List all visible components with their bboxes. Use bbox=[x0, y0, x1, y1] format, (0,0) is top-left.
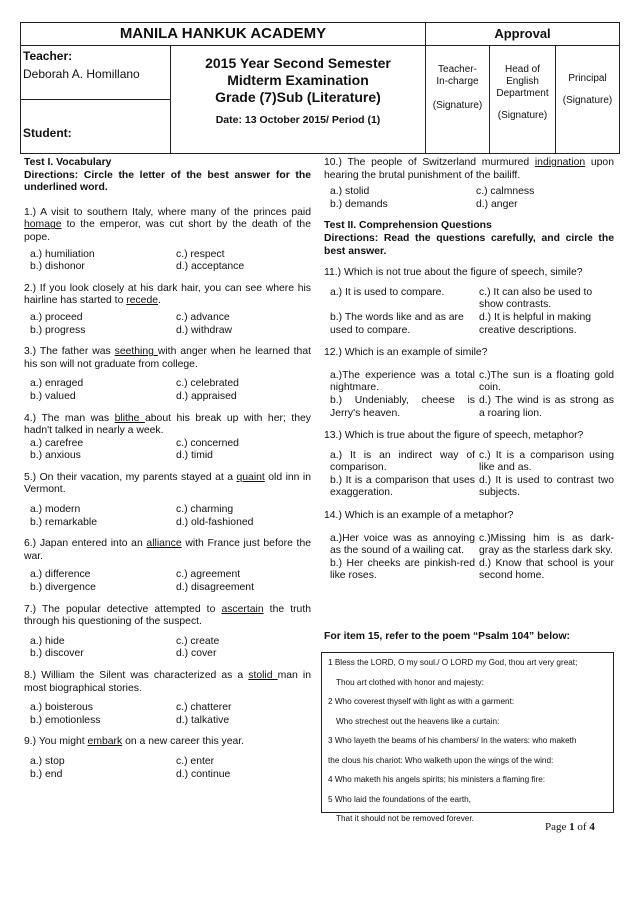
option[interactable]: c.) calmness bbox=[476, 186, 535, 198]
option[interactable]: b.) anxious bbox=[30, 450, 81, 462]
option[interactable]: d.) The wind is as strong as a roaring lion. bbox=[479, 394, 614, 419]
teacher-label: Teacher: bbox=[23, 49, 73, 63]
test2-directions: Directions: Read the questions carefully, and circle the best answer. bbox=[324, 232, 614, 257]
principal-signature: (Signature) bbox=[562, 95, 613, 106]
option[interactable]: d.) Know that school is your second home. bbox=[479, 557, 614, 582]
option[interactable]: a.) proceed bbox=[30, 311, 83, 323]
option[interactable]: d.) withdraw bbox=[176, 324, 233, 336]
right-column bbox=[324, 157, 614, 583]
question-4: 4.) The man was blithe about his break up with her; they hadn't talked in nearly a week. bbox=[24, 412, 311, 437]
option[interactable]: d.) old-fashioned bbox=[176, 516, 254, 528]
option[interactable]: c.) enter bbox=[176, 755, 215, 767]
option[interactable]: c.)Missing him is as dark-gray as the starless dark sky. bbox=[479, 532, 614, 557]
question-10-options bbox=[330, 186, 614, 211]
exam-semester: 2015 Year Second Semester bbox=[205, 55, 391, 71]
approval-heading: Approval bbox=[426, 23, 620, 46]
poem-line: 2 Who coverest thyself with light as with a garment: bbox=[328, 697, 515, 706]
question-12: 12.) Which is an example of simile? bbox=[324, 347, 488, 359]
option[interactable]: b.) discover bbox=[30, 648, 84, 660]
exam-grade-subject: Grade (7)Sub (Literature) bbox=[215, 89, 381, 105]
question-9: 9.) You might embark on a new career this year. bbox=[24, 736, 245, 748]
option[interactable]: c.) concerned bbox=[176, 437, 239, 449]
question-11-options bbox=[330, 287, 614, 337]
question-2-options bbox=[30, 312, 311, 337]
poem-line: 5 Who laid the foundations of the earth, bbox=[328, 794, 471, 804]
option[interactable]: b.) It is a comparison that uses exaggeration. bbox=[330, 474, 475, 499]
poem-line: 1 Bless the LORD, O my soul./ O LORD my God, thou art very great; bbox=[328, 658, 578, 667]
option[interactable]: a.) hide bbox=[30, 635, 65, 647]
option[interactable]: a.) carefree bbox=[30, 437, 84, 449]
option[interactable]: a.) difference bbox=[30, 569, 91, 581]
option[interactable]: b.) emotionless bbox=[30, 714, 101, 726]
question-7-options bbox=[30, 636, 311, 661]
option[interactable]: a.)The experience was a total nightmare. bbox=[330, 369, 475, 394]
student-label: Student: bbox=[23, 126, 72, 140]
option[interactable]: a.) humiliation bbox=[30, 248, 95, 260]
teacher-signature: (Signature) bbox=[432, 100, 483, 111]
question-7: 7.) The popular detective attempted to ascertain the truth through his questioning of the suspect. bbox=[24, 603, 311, 628]
option[interactable]: d.) timid bbox=[176, 450, 213, 462]
question-14: 14.) Which is an example of a metaphor? bbox=[324, 510, 514, 522]
poem-line: Thou art clothed with honor and majesty: bbox=[336, 677, 484, 687]
option[interactable]: a.) modern bbox=[30, 504, 81, 516]
option[interactable]: b.) valued bbox=[30, 390, 76, 402]
option[interactable]: c.) advance bbox=[176, 311, 230, 323]
test1-title: Test I. Vocabulary bbox=[24, 157, 112, 168]
item-15-instruction: For item 15, refer to the poem “Psalm 104” below: bbox=[324, 631, 570, 642]
question-6-options bbox=[30, 569, 311, 594]
option[interactable]: d.) talkative bbox=[176, 714, 230, 726]
exam-date: Date: 13 October 2015/ Period (1) bbox=[215, 114, 381, 126]
option[interactable]: d.) It is helpful in making creative descriptions. bbox=[479, 311, 592, 336]
option[interactable]: b.) progress bbox=[30, 324, 86, 336]
question-2: 2.) If you look closely at his dark hair, you can see where his hairline has started to recede. bbox=[24, 282, 311, 307]
option[interactable]: b.) remarkable bbox=[30, 516, 97, 528]
option[interactable]: d.) appraised bbox=[176, 390, 237, 402]
school-name: MANILA HANKUK ACADEMY bbox=[21, 23, 426, 46]
poem-line: Who strechest out the heavens like a curtain: bbox=[336, 716, 500, 726]
option[interactable]: c.) celebrated bbox=[176, 378, 239, 390]
option[interactable]: c.) It can also be used to show contrasts. bbox=[479, 286, 593, 311]
option[interactable]: a.) enraged bbox=[30, 378, 84, 390]
question-3-options bbox=[30, 378, 311, 403]
question-10: 10.) The people of Switzerland murmured indignation upon hearing the brutal punishment of the bailiff. bbox=[324, 157, 614, 181]
option[interactable]: d.) acceptance bbox=[176, 261, 245, 273]
question-6: 6.) Japan entered into an alliance with France just before the war. bbox=[24, 538, 311, 562]
question-8: 8.) William the Silent was characterized as a stolid man in most biographical stories. bbox=[24, 670, 311, 694]
option[interactable]: b.) end bbox=[30, 768, 63, 780]
option[interactable]: b.) Her cheeks are pinkish-red like roses. bbox=[330, 557, 475, 582]
option[interactable]: d.) disagreement bbox=[176, 582, 254, 594]
option[interactable]: a.) boisterous bbox=[30, 702, 93, 714]
option[interactable]: c.) charming bbox=[176, 504, 234, 516]
question-5: 5.) On their vacation, my parents stayed at a quaint old inn in Vermont. bbox=[24, 471, 311, 496]
option[interactable]: d.) cover bbox=[176, 648, 217, 660]
option[interactable]: a.) stop bbox=[30, 755, 65, 767]
option[interactable]: a.) It is an indirect way of comparison. bbox=[330, 449, 475, 474]
poem-line: 3 Who layeth the beams of his chambers/ In the waters: who maketh bbox=[328, 736, 577, 745]
option[interactable]: d.) continue bbox=[176, 768, 231, 780]
option[interactable]: c.)The sun is a floating gold coin. bbox=[479, 369, 614, 394]
test2-title: Test II. Comprehension Questions bbox=[324, 220, 492, 232]
poem-box bbox=[321, 652, 614, 823]
question-11: 11.) Which is not true about the figure of speech, simile? bbox=[324, 267, 583, 279]
test1-directions: Directions: Circle the letter of the best answer for the underlined word. bbox=[24, 169, 311, 194]
poem-line: That it should not be removed forever. bbox=[336, 814, 474, 823]
option[interactable]: d.) anger bbox=[476, 198, 518, 210]
question-12-options bbox=[330, 370, 614, 420]
option[interactable]: c.) create bbox=[176, 635, 220, 647]
option[interactable]: b.) dishonor bbox=[30, 261, 85, 273]
option[interactable]: a.) stolid bbox=[330, 186, 370, 198]
question-1: 1.) A visit to southern Italy, where many of the princes paid homage to the emperor, was cut short by the death of the pope. bbox=[24, 206, 311, 243]
option[interactable]: a.) It is used to compare. bbox=[330, 286, 445, 298]
question-3: 3.) The father was seething with anger when he learned that his son will not graduate from college. bbox=[24, 346, 311, 370]
teacher-in-charge-label: Teacher- In-charge bbox=[436, 64, 479, 87]
head-signature: (Signature) bbox=[497, 110, 548, 121]
option[interactable]: b.) demands bbox=[330, 198, 388, 210]
option[interactable]: b.) divergence bbox=[30, 582, 96, 594]
poem-line: the clous his chariot: Who walketh upon the wings of the wind: bbox=[328, 755, 554, 765]
head-of-english-label: Head of English Department bbox=[496, 64, 549, 99]
option[interactable]: c.) It is a comparison using like and as. bbox=[479, 449, 614, 474]
question-14-options bbox=[330, 533, 614, 583]
exam-header bbox=[20, 22, 620, 154]
question-4-options bbox=[30, 438, 311, 463]
exam-type: Midterm Examination bbox=[227, 72, 369, 88]
option[interactable]: b.) The words like and as are used to compare. bbox=[330, 311, 464, 336]
option[interactable]: b.) Undeniably, cheese is Jerry's heaven. bbox=[330, 394, 475, 419]
question-1-options bbox=[30, 249, 311, 274]
question-8-options bbox=[30, 702, 311, 727]
question-5-options bbox=[30, 504, 311, 529]
question-13: 13.) Which is true about the figure of speech, metaphor? bbox=[324, 430, 584, 442]
option[interactable]: c.) respect bbox=[176, 248, 225, 260]
question-9-options bbox=[30, 756, 311, 781]
question-13-options bbox=[330, 450, 614, 500]
page-number: Page 1 of 4 bbox=[545, 821, 595, 833]
poem-line: 4 Who maketh his angels spirits; his ministers a flaming fire: bbox=[328, 775, 546, 784]
option[interactable]: d.) It is used to contrast two subjects. bbox=[479, 474, 614, 499]
left-column bbox=[24, 157, 311, 781]
teacher-name: Deborah A. Homillano bbox=[23, 67, 140, 81]
option[interactable]: a.)Her voice was as annoying as the sound of a wailing cat. bbox=[330, 532, 475, 557]
principal-label: Principal bbox=[568, 73, 607, 84]
option[interactable]: c.) agreement bbox=[176, 569, 241, 581]
option[interactable]: c.) chatterer bbox=[176, 702, 232, 714]
